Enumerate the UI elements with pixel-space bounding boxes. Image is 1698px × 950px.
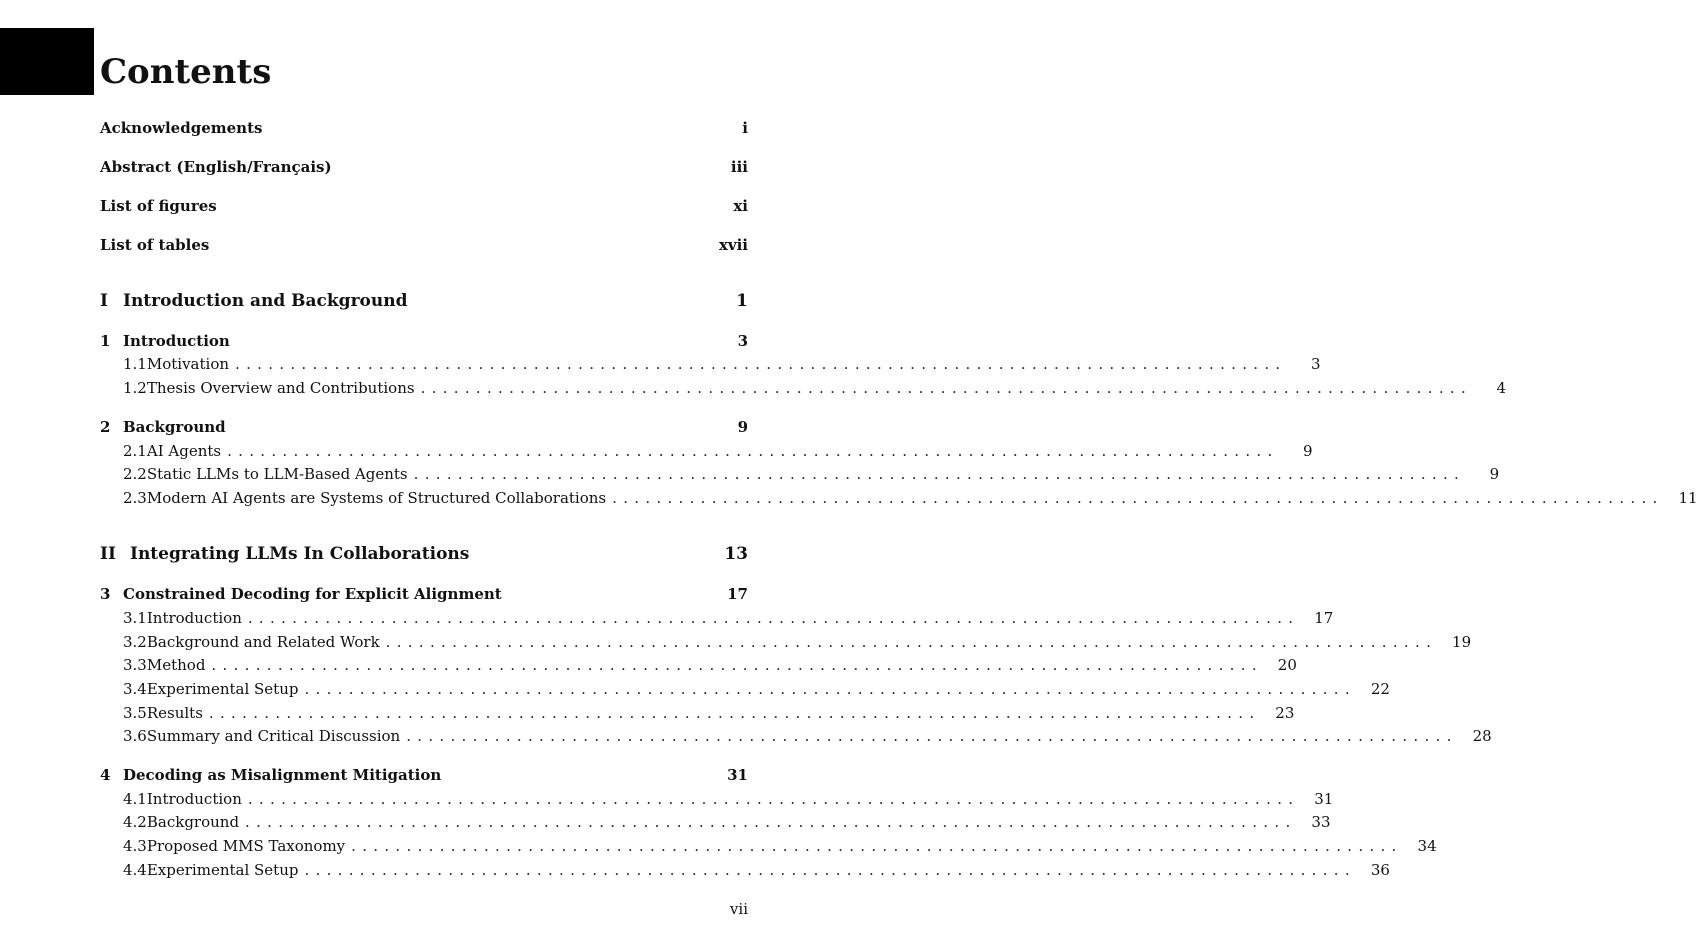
dot-leader: ...............................................................................................: [208, 704, 1261, 722]
toc-page-number: 9: [1489, 465, 1500, 483]
toc-part-entry[interactable]: [100, 542, 748, 566]
toc-number: 3.4: [123, 680, 147, 698]
dot-leader: ...............................................................................................: [385, 633, 1438, 651]
toc-label: Decoding as Misalignment Mitigation: [123, 766, 442, 784]
toc-page-number: 9: [737, 418, 748, 436]
toc-label: Results: [146, 704, 203, 722]
toc-label: Summary and Critical Discussion: [146, 727, 401, 745]
toc-label: Introduction and Background: [123, 291, 408, 311]
toc-chapter-entry[interactable]: [100, 330, 748, 352]
toc-label: Experimental Setup: [146, 680, 299, 698]
dot-leader: ...............................................................................................: [247, 790, 1300, 808]
toc-number: 2.2: [123, 465, 147, 483]
toc-number: 3.3: [123, 656, 147, 674]
toc-page-number: 22: [1370, 680, 1390, 698]
toc-label: Background: [123, 418, 226, 436]
toc-label: Acknowledgements: [100, 119, 263, 137]
toc-chapter-entry[interactable]: [100, 583, 748, 605]
dot-leader: ...............................................................................................: [245, 813, 1297, 831]
toc-section-entry[interactable]: [100, 859, 1390, 881]
toc-section-entry[interactable]: [100, 654, 1297, 676]
toc-page-number: 31: [727, 766, 748, 784]
toc-section-entry[interactable]: [100, 811, 1331, 833]
toc-page-number: 3: [737, 332, 748, 350]
toc-section-entry[interactable]: [100, 377, 1507, 399]
page-title: Contents: [100, 52, 272, 92]
toc-section-entry[interactable]: [100, 353, 1321, 375]
toc-number: 1.2: [123, 379, 147, 397]
dot-leader: ...............................................................................................: [612, 489, 1664, 507]
toc-label: Static LLMs to LLM-Based Agents: [146, 465, 408, 483]
toc-page-number: 34: [1417, 837, 1437, 855]
toc-number: 3.1: [123, 609, 147, 627]
toc-number: 2.1: [123, 442, 147, 460]
toc-page-number: 17: [1314, 609, 1334, 627]
toc-page-number: 33: [1311, 813, 1331, 831]
toc-page-number: 3: [1310, 355, 1321, 373]
toc-number: 4.3: [123, 837, 147, 855]
dot-leader: ...............................................................................................: [304, 680, 1356, 698]
dot-leader: ...............................................................................................: [235, 355, 1287, 373]
toc-front-entry[interactable]: [100, 156, 748, 178]
toc-chapter-entry[interactable]: [100, 416, 748, 438]
toc-number: 1.1: [123, 355, 147, 373]
toc-section-entry[interactable]: [100, 607, 1334, 629]
toc-label: AI Agents: [146, 442, 222, 460]
dot-leader: ...............................................................................................: [304, 861, 1356, 879]
toc-label: Background: [146, 813, 240, 831]
toc-label: Method: [146, 656, 206, 674]
toc-front-entry[interactable]: [100, 234, 748, 256]
toc-page-number: 4: [1496, 379, 1507, 397]
toc-number: 3.6: [123, 727, 147, 745]
toc-label: Integrating LLMs In Collaborations: [130, 544, 470, 564]
page-number-footer: vii: [729, 900, 748, 918]
dot-leader: ...............................................................................................: [211, 656, 1263, 674]
toc-page-number: 31: [1314, 790, 1334, 808]
toc-section-entry[interactable]: [100, 463, 1500, 485]
toc-number: 4.2: [123, 813, 147, 831]
toc-section-entry[interactable]: [100, 788, 1334, 810]
toc-front-entry[interactable]: [100, 195, 748, 217]
toc-page-number: 9: [1303, 442, 1313, 460]
toc-number: 2: [100, 418, 111, 436]
toc-page-number: 36: [1370, 861, 1390, 879]
toc-page-number: 20: [1277, 656, 1297, 674]
toc-part-entry[interactable]: [100, 289, 748, 313]
toc-page-number: 11: [1678, 489, 1698, 507]
toc-page-number: 17: [727, 585, 748, 603]
dot-leader: ...............................................................................................: [227, 442, 1279, 460]
toc-label: Introduction: [146, 790, 242, 808]
toc-label: Modern AI Agents are Systems of Structured Collaborations: [146, 489, 607, 507]
toc-page-number: 19: [1452, 633, 1472, 651]
toc-label: Experimental Setup: [146, 861, 299, 879]
dot-leader: ...............................................................................................: [420, 379, 1473, 397]
toc-section-entry[interactable]: [100, 487, 1698, 509]
toc-number: I: [100, 291, 108, 311]
toc-number: 4: [100, 766, 111, 784]
toc-number: 3: [100, 585, 111, 603]
chapter-tab-block: [0, 28, 94, 95]
toc-front-entry[interactable]: [100, 117, 748, 139]
toc-page-number: xi: [733, 197, 748, 215]
toc-section-entry[interactable]: [100, 678, 1390, 700]
toc-page-number: 1: [736, 291, 748, 311]
toc-label: Constrained Decoding for Explicit Alignment: [123, 585, 502, 603]
toc-number: 3.2: [123, 633, 147, 651]
toc-number: 1: [100, 332, 111, 350]
toc-label: List of figures: [100, 197, 217, 215]
toc-number: 2.3: [123, 489, 147, 507]
toc-number: 3.5: [123, 704, 147, 722]
dot-leader: ...............................................................................................: [406, 727, 1458, 745]
toc-section-entry[interactable]: [100, 440, 1313, 462]
toc-section-entry[interactable]: [100, 702, 1295, 724]
toc-page-number: i: [742, 119, 748, 137]
toc-label: Introduction: [146, 609, 242, 627]
dot-leader: ...............................................................................................: [413, 465, 1466, 483]
toc-page-number: 13: [724, 544, 748, 564]
toc-number: 4.1: [123, 790, 147, 808]
dot-leader: ...............................................................................................: [247, 609, 1300, 627]
toc-label: Introduction: [123, 332, 230, 350]
toc-number: 4.4: [123, 861, 147, 879]
toc-page-number: 23: [1275, 704, 1295, 722]
toc-section-entry[interactable]: [100, 725, 1492, 747]
dot-leader: ...............................................................................................: [351, 837, 1403, 855]
toc-number: II: [100, 544, 116, 564]
toc-page-number: iii: [730, 158, 748, 176]
toc-label: Proposed MMS Taxonomy: [146, 837, 346, 855]
toc-page-number: xvii: [718, 236, 748, 254]
toc-label: Thesis Overview and Contributions: [146, 379, 415, 397]
toc-label: List of tables: [100, 236, 210, 254]
toc-label: Abstract (English/Français): [100, 158, 332, 176]
toc-chapter-entry[interactable]: [100, 764, 748, 786]
toc-label: Background and Related Work: [146, 633, 380, 651]
toc-page-number: 28: [1472, 727, 1492, 745]
toc-section-entry[interactable]: [100, 835, 1437, 857]
toc-label: Motivation: [146, 355, 230, 373]
toc-section-entry[interactable]: [100, 631, 1472, 653]
